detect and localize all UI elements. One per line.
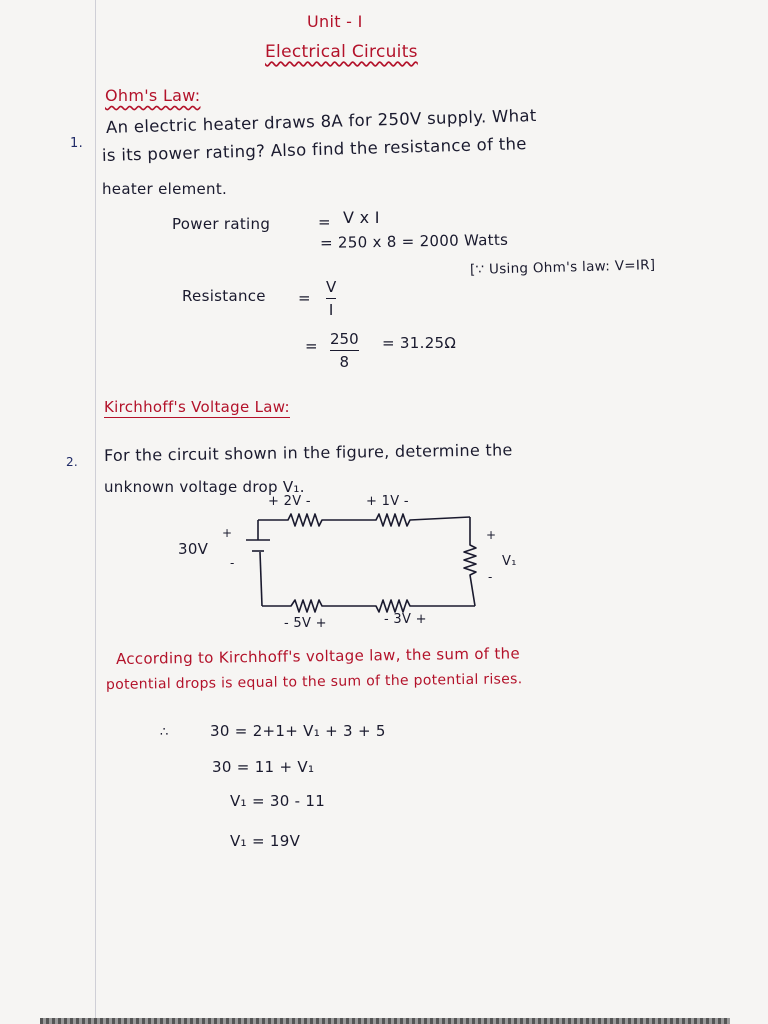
kvl-statement-line-2: potential drops is equal to the sum of the potential rises. (105, 671, 523, 693)
solution-step-1: 30 = 2+1+ V₁ + 3 + 5 (210, 722, 386, 740)
question-1-line-1: An electric heater draws 8A for 250V supply. What (105, 105, 537, 137)
left-wire (260, 552, 262, 606)
power-formula: V x I (343, 208, 380, 227)
v1-minus-sign: - (488, 570, 493, 584)
equals-sign: = (298, 289, 311, 307)
kvl-heading: Kirchhoff's Voltage Law: (104, 398, 290, 416)
power-calculation: = 250 x 8 = 2000 Watts (319, 230, 509, 252)
fraction-denominator: 8 (339, 353, 350, 371)
question-1-line-3: heater element. (102, 180, 228, 198)
source-30v-label: 30V (178, 540, 209, 558)
source-minus-sign: - (230, 556, 235, 570)
v1-label: V₁ (502, 554, 517, 569)
question-1-number: 1. (70, 136, 84, 151)
resistor-3v-label: - 3V + (384, 612, 427, 627)
resistor-1v-label: + 1V - (366, 494, 409, 509)
resistor-2v-label: + 2V - (268, 494, 311, 509)
equals-sign: = (305, 337, 318, 355)
question-2-line-2: unknown voltage drop V₁. (104, 478, 305, 496)
resistance-label: Resistance (182, 287, 266, 305)
resistance-result: = 31.25Ω (382, 334, 457, 352)
fraction-numerator: 250 (330, 330, 359, 348)
top-wire (258, 514, 470, 526)
bottom-wire (262, 600, 475, 612)
power-rating-label: Power rating (172, 215, 271, 233)
question-2-number: 2. (66, 455, 79, 469)
solution-step-2: 30 = 11 + V₁ (212, 758, 315, 776)
page-bottom-edge (40, 1018, 730, 1024)
right-wire (464, 517, 476, 606)
equals-sign: = (318, 213, 331, 231)
subject-title: Electrical Circuits (265, 42, 418, 62)
therefore-symbol: ∴ (160, 725, 169, 740)
ohms-law-note: [∵ Using Ohm's law: V=IR] (469, 257, 656, 278)
ohms-law-heading: Ohm's Law: (105, 86, 201, 105)
question-2-line-1: For the circuit shown in the figure, determine the (103, 440, 513, 465)
fraction-numerator: V (326, 278, 337, 296)
source-plus-sign: + (222, 526, 233, 540)
kvl-statement-line-1: According to Kirchhoff's voltage law, the sum of the (115, 644, 521, 668)
question-1-line-2: is its power rating? Also find the resistance of the (101, 134, 527, 165)
solution-step-3: V₁ = 30 - 11 (230, 792, 326, 810)
solution-step-4: V₁ = 19V (230, 832, 301, 850)
fraction-denominator: I (328, 301, 334, 319)
v1-plus-sign: + (486, 528, 497, 542)
resistor-5v-label: - 5V + (284, 616, 327, 631)
unit-title: Unit - I (307, 12, 363, 31)
